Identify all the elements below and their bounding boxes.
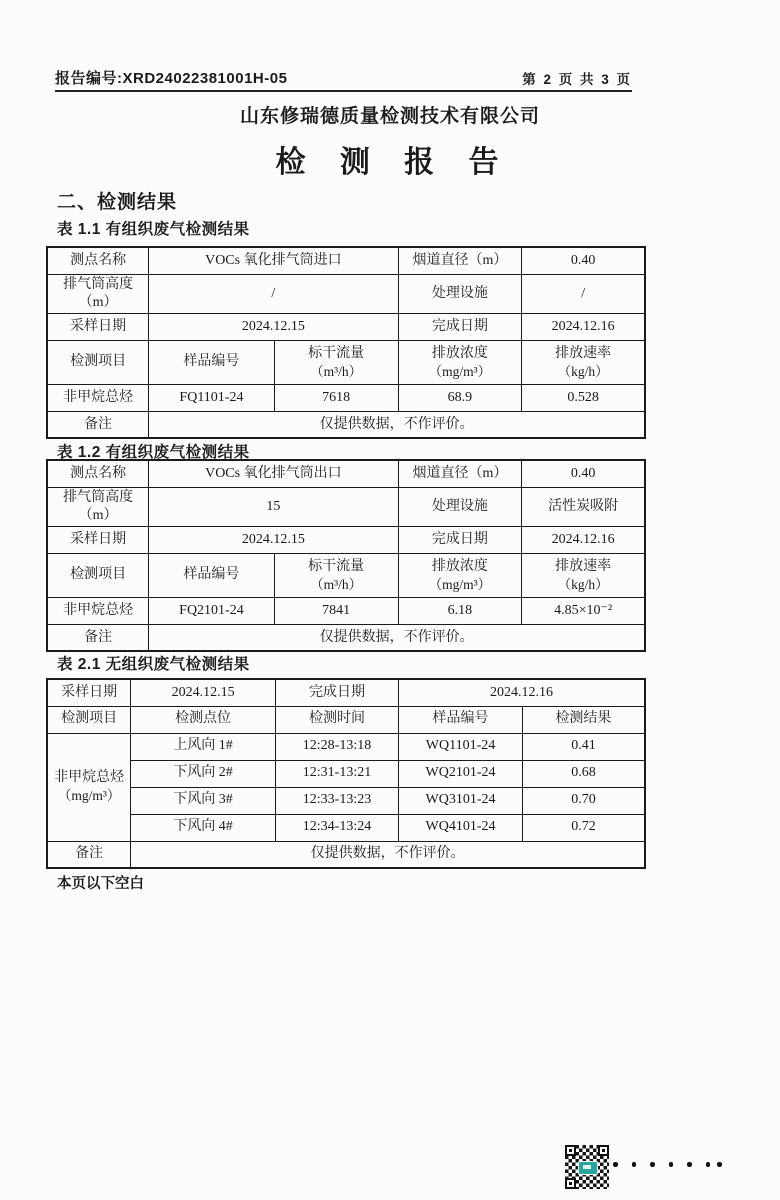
- page-header: [55, 62, 632, 92]
- table-row: [47, 787, 645, 814]
- cell-label: 测点名称: [47, 247, 149, 274]
- cell-time: 12:33-13:23: [275, 787, 398, 814]
- cell-label: 采样日期: [47, 679, 131, 706]
- qr-center-logo-icon: [578, 1161, 598, 1175]
- dot-icon: [650, 1162, 655, 1167]
- column-header: 样品编号: [149, 553, 275, 597]
- cell-label: 处理设施: [398, 274, 522, 313]
- column-header: [398, 340, 522, 384]
- cell-sample: WQ3101-24: [399, 787, 523, 814]
- table-row: [47, 733, 645, 760]
- cell-parameter: 非甲烷总烃: [47, 384, 149, 411]
- cell-label: 排气筒高度（m）: [47, 487, 149, 526]
- cell-value: /: [149, 274, 398, 313]
- column-header: 样品编号: [399, 706, 523, 733]
- cell-value: 15: [149, 487, 398, 526]
- dot-icon: [706, 1162, 711, 1167]
- column-header: 检测点位: [131, 706, 276, 733]
- header-text: 排放速率: [555, 345, 612, 361]
- table-row: [47, 597, 645, 624]
- header-text: 排放浓度: [431, 558, 488, 574]
- header-text: 排放浓度: [431, 345, 488, 361]
- table-row: [47, 274, 645, 313]
- company-name: 山东修瑞德质量检测技术有限公司: [239, 106, 540, 127]
- table-row: [47, 384, 645, 411]
- column-header: [398, 553, 522, 597]
- column-header: 检测项目: [47, 340, 149, 384]
- cell-label: 烟道直径（m）: [398, 247, 522, 274]
- column-header: [522, 340, 645, 384]
- cell-result: 0.68: [522, 760, 645, 787]
- table-row: [47, 841, 645, 868]
- header-unit: （mg/m³）: [428, 363, 492, 379]
- parameter-unit: （mg/m³）: [57, 788, 121, 804]
- dot-icon: [687, 1162, 692, 1167]
- document-title: 检 测 报 告: [275, 146, 505, 179]
- parameter-name: 非甲烷总烃: [54, 770, 125, 786]
- cell-value: 68.9: [398, 384, 522, 411]
- header-unit: （kg/h）: [557, 363, 609, 379]
- cell-label: 完成日期: [275, 679, 398, 706]
- cell-value: 0.40: [522, 247, 645, 274]
- qr-finder-icon: [565, 1145, 576, 1156]
- cell-remark: 仅提供数据，不作评价。: [149, 624, 645, 651]
- dot-icon: [669, 1162, 674, 1167]
- cell-time: 12:34-13:24: [275, 814, 398, 841]
- cell-label: 完成日期: [398, 313, 522, 340]
- table-header-row: [47, 340, 645, 384]
- cell-label: 备注: [47, 624, 149, 651]
- column-header: 检测项目: [47, 706, 131, 733]
- column-header: [274, 553, 398, 597]
- cell-value: 2024.12.15: [149, 313, 398, 340]
- cell-value: 2024.12.16: [399, 679, 645, 706]
- cell-time: 12:31-13:21: [275, 760, 398, 787]
- cell-value: 4.85×10⁻²: [522, 597, 645, 624]
- cell-value: 活性炭吸附: [522, 487, 645, 526]
- cell-label: 采样日期: [47, 526, 149, 553]
- cell-label: 测点名称: [47, 460, 149, 487]
- binding-dots-icon: [613, 1162, 722, 1167]
- report-number: 报告编号:XRD24022381001H-05: [55, 70, 288, 87]
- cell-value: 0.528: [522, 384, 645, 411]
- cell-value: 2024.12.16: [522, 526, 645, 553]
- table-row: [47, 313, 645, 340]
- cell-sample: WQ4101-24: [399, 814, 523, 841]
- table-organized-gas-1: [46, 246, 646, 439]
- section-heading: 二、检测结果: [57, 192, 178, 213]
- column-header: 样品编号: [149, 340, 275, 384]
- cell-label: 处理设施: [398, 487, 522, 526]
- cell-remark: 仅提供数据，不作评价。: [131, 841, 645, 868]
- cell-result: 0.72: [522, 814, 645, 841]
- cell-label: 排气筒高度（m）: [47, 274, 149, 313]
- column-header: 检测项目: [47, 553, 149, 597]
- cell-value: 6.18: [398, 597, 522, 624]
- column-header: [274, 340, 398, 384]
- cell-label: 备注: [47, 411, 149, 438]
- table-row: [47, 247, 645, 274]
- cell-sample: WQ1101-24: [399, 733, 523, 760]
- table-row: [47, 814, 645, 841]
- header-text: 标干流量: [308, 345, 365, 361]
- table-row: [47, 679, 645, 706]
- cell-value: FQ1101-24: [149, 384, 275, 411]
- cell-result: 0.70: [522, 787, 645, 814]
- column-header: 检测结果: [522, 706, 645, 733]
- cell-label: 烟道直径（m）: [398, 460, 522, 487]
- header-unit: （kg/h）: [557, 576, 609, 592]
- cell-value: FQ2101-24: [149, 597, 275, 624]
- cell-value: 2024.12.16: [522, 313, 645, 340]
- cell-value: 2024.12.15: [131, 679, 276, 706]
- table11-caption: 表 1.1 有组织废气检测结果: [57, 221, 250, 238]
- closing-note: 本页以下空白: [57, 876, 144, 892]
- cell-label: 采样日期: [47, 313, 149, 340]
- cell-value: 7618: [274, 384, 398, 411]
- cell-time: 12:28-13:18: [275, 733, 398, 760]
- qr-code-icon: [565, 1145, 609, 1189]
- cell-remark: 仅提供数据，不作评价。: [149, 411, 645, 438]
- cell-result: 0.41: [522, 733, 645, 760]
- column-header: 检测时间: [275, 706, 398, 733]
- table-row: [47, 760, 645, 787]
- cell-value: 2024.12.15: [149, 526, 398, 553]
- header-unit: （mg/m³）: [428, 576, 492, 592]
- table-row: [47, 460, 645, 487]
- table-row: [47, 411, 645, 438]
- cell-point: 下风向 3#: [131, 787, 276, 814]
- cell-value: 0.40: [522, 460, 645, 487]
- dot-icon: [717, 1162, 722, 1167]
- table-row: [47, 526, 645, 553]
- table21-caption: 表 2.1 无组织废气检测结果: [57, 656, 250, 673]
- cell-label: 备注: [47, 841, 131, 868]
- dot-icon: [613, 1162, 618, 1167]
- cell-point: 下风向 4#: [131, 814, 276, 841]
- cell-sample: WQ2101-24: [399, 760, 523, 787]
- cell-value: VOCs 氧化排气筒进口: [149, 247, 398, 274]
- header-text: 排放速率: [555, 558, 612, 574]
- page-indicator: 第 2 页 共 3 页: [522, 72, 632, 87]
- table-organized-gas-2: [46, 459, 646, 652]
- cell-value: VOCs 氧化排气筒出口: [149, 460, 398, 487]
- header-unit: （m³/h）: [310, 363, 363, 379]
- header-text: 标干流量: [308, 558, 365, 574]
- table-header-row: [47, 553, 645, 597]
- cell-label: 完成日期: [398, 526, 522, 553]
- cell-value: 7841: [274, 597, 398, 624]
- qr-finder-icon: [565, 1178, 576, 1189]
- cell-point: 下风向 2#: [131, 760, 276, 787]
- cell-point: 上风向 1#: [131, 733, 276, 760]
- table12-caption: 表 1.2 有组织废气检测结果: [57, 444, 250, 461]
- cell-parameter: [47, 733, 131, 841]
- table-unorganized-gas: [46, 678, 646, 869]
- dot-icon: [632, 1162, 637, 1167]
- cell-value: /: [522, 274, 645, 313]
- table-row: [47, 487, 645, 526]
- column-header: [522, 553, 645, 597]
- table-row: [47, 624, 645, 651]
- cell-parameter: 非甲烷总烃: [47, 597, 149, 624]
- table-header-row: [47, 706, 645, 733]
- qr-finder-icon: [598, 1145, 609, 1156]
- header-unit: （m³/h）: [310, 576, 363, 592]
